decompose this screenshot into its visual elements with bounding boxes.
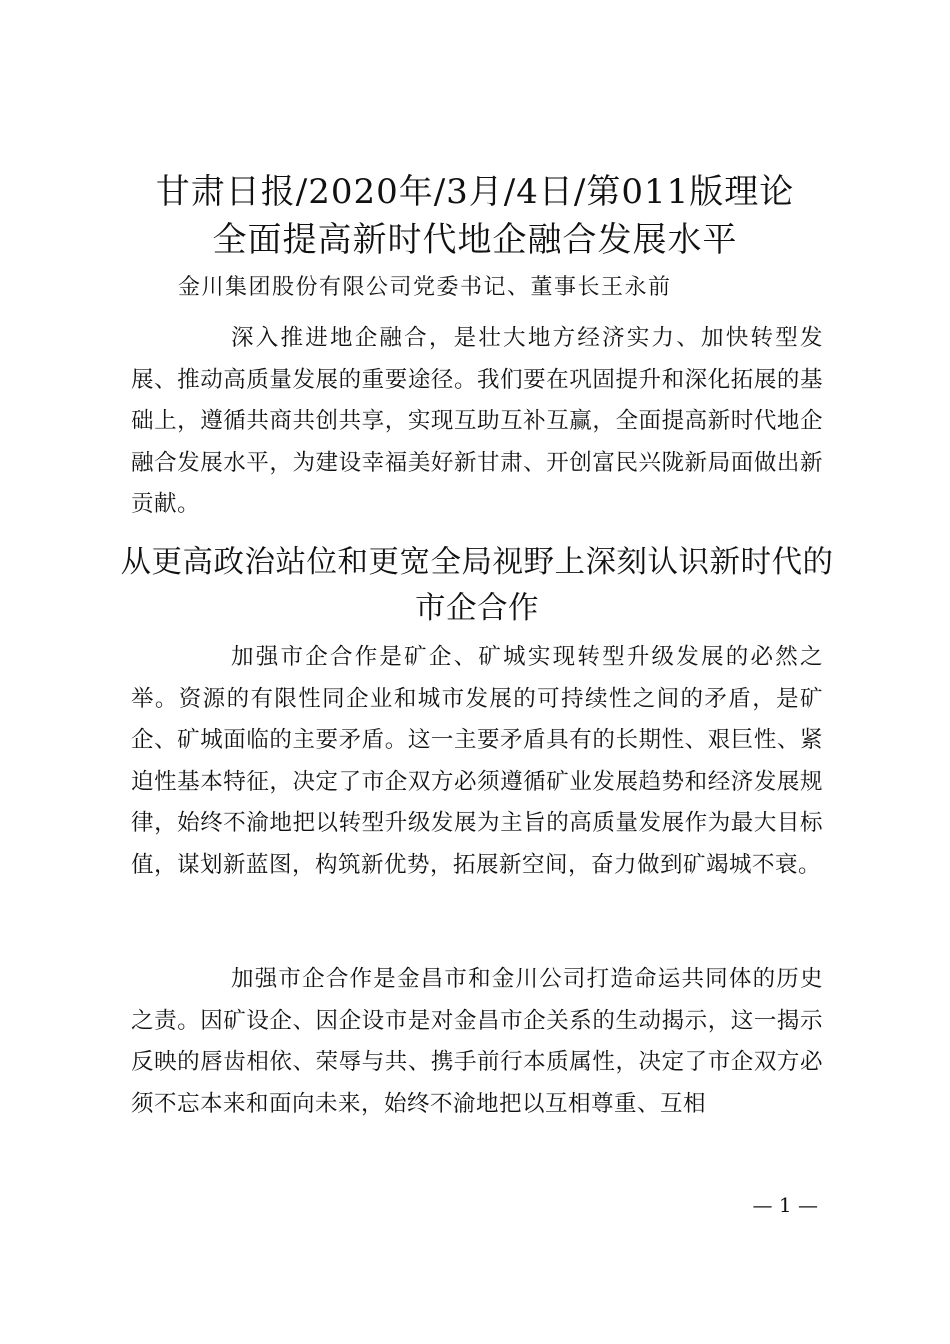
body-paragraph: 加强市企合作是矿企、矿城实现转型升级发展的必然之举。资源的有限性同企业和城市发展的可持续性之间的矛盾，是矿企、矿城面临的主要矛盾。这一主要矛盾具有的长期性、艰巨性、紧迫性基本特征，决定了市企双方必须遵循矿业发展趋势和经济发展规律，始终不渝地把以转型升级发展为主旨的高质量发展作为最大目标值，谋划新蓝图，构筑新优势，拓展新空间，奋力做到矿竭城不衰。 (131, 644, 823, 878)
section-heading: 从更高政治站位和更宽全局视野上深刻认识新时代的市企合作 (120, 545, 834, 626)
body-paragraph: 加强市企合作是金昌市和金川公司打造命运共同体的历史之责。因矿设企、因企设市是对金昌市企关系的生动揭示，这一揭示反映的唇齿相依、荣辱与共、携手前行本质属性，决定了市企双方必须不忘本来和面向未来，始终不渝地把以互相尊重、互相 (131, 966, 823, 1117)
article-title: 全面提高新时代地企融合发展水平 (212, 220, 738, 260)
page-number: — 1 — (752, 1193, 818, 1217)
newspaper-source-line: 甘肃日报/2020年/3月/4日/第011版理论 (155, 172, 795, 212)
intro-paragraph: 深入推进地企融合，是壮大地方经济实力、加快转型发展、推动高质量发展的重要途径。我们要在巩固提升和深化拓展的基础上，遵循共商共创共享，实现互助互补互赢，全面提高新时代地企融合发展水平，为建设幸福美好新甘肃、开创富民兴陇新局面做出新贡献。 (131, 325, 823, 517)
article-author: 金川集团股份有限公司党委书记、董事长王永前 (178, 275, 672, 300)
